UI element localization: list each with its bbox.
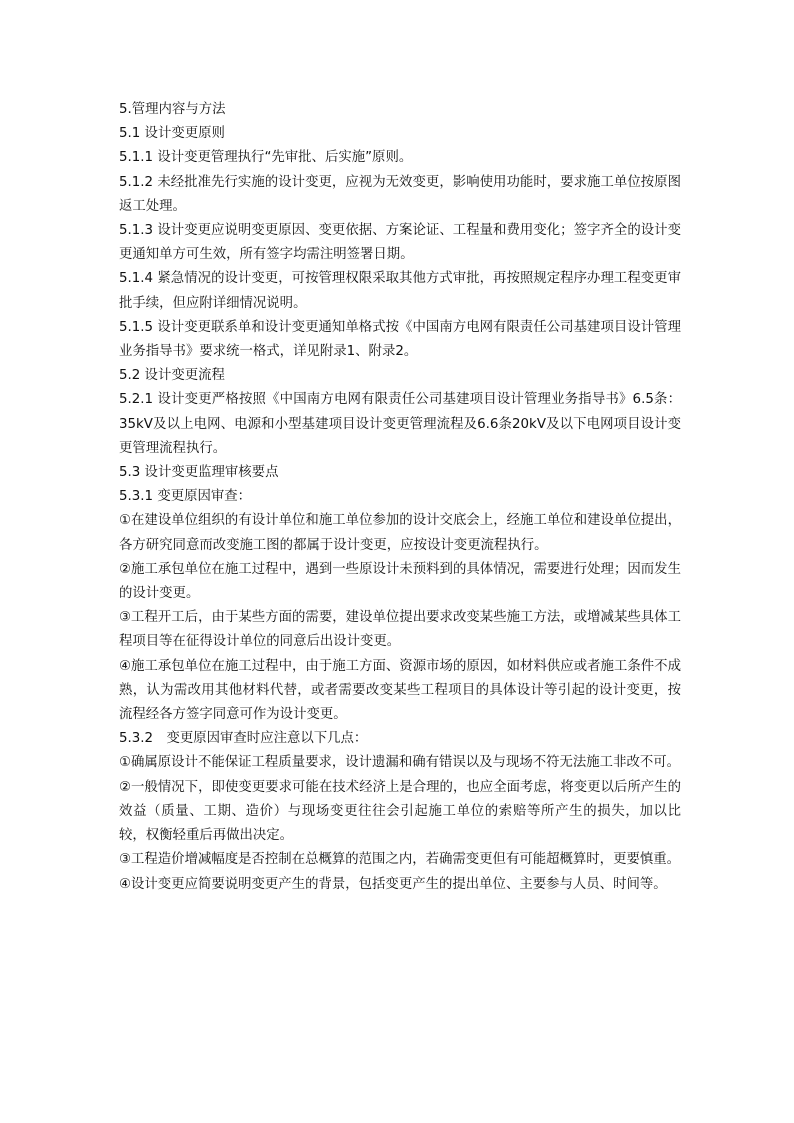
clause-text: 5.1.4 紧急情况的设计变更，可按管理权限采取其他方式审批，再按照规定程序办理工程变更审批手续，但应附详细情况说明。 (119, 271, 681, 311)
list-item: ②施工承包单位在施工过程中，遇到一些原设计未预料到的具体情况，需要进行处理；因而发生的设计变更。 (119, 561, 681, 602)
section-heading: 5.管理内容与方法 (119, 102, 226, 117)
subsection-heading: 5.1 设计变更原则 (119, 126, 225, 142)
clause-text: 5.3.2 变更原因审查时应注意以下几点： (119, 731, 368, 747)
list-item: ①确属原设计不能保证工程质量要求，设计遗漏和确有错误以及与现场不符无法施工非改不可。 (119, 755, 681, 771)
clause-text: 5.1.2 未经批准先行实施的设计变更，应视为无效变更，影响使用功能时，要求施工单位按原图返工处理。 (119, 174, 681, 214)
list-item: ④设计变更应简要说明变更产生的背景，包括变更产生的提出单位、主要参与人员、时间等。 (119, 876, 667, 892)
list-item: ③工程造价增减幅度是否控制在总概算的范围之内，若确需变更但有可能超概算时，更要慎重。 (119, 852, 681, 868)
document-body (119, 98, 681, 897)
clause-text: 5.2.1 设计变更严格按照《中国南方电网有限责任公司基建项目设计管理业务指导书》6.5条：35kV及以上电网、电源和小型基建项目设计变更管理流程及6.6条20kV及以下电网项目设计变更管理流程执行。 (119, 392, 681, 456)
list-item: ①在建设单位组织的有设计单位和施工单位参加的设计交底会上，经施工单位和建设单位提出，各方研究同意而改变施工图的都属于设计变更，应按设计变更流程执行。 (119, 513, 681, 553)
list-item: ③工程开工后，由于某些方面的需要，建设单位提出要求改变某些施工方法，或增减某些具体工程项目等在征得设计单位的同意后出设计变更。 (119, 610, 681, 650)
clause-text: 5.1.3 设计变更应说明变更原因、变更依据、方案论证、工程量和费用变化；签字齐全的设计变更通知单方可生效，所有签字均需注明签署日期。 (119, 223, 681, 263)
list-item: ④施工承包单位在施工过程中，由于施工方面、资源市场的原因，如材料供应或者施工条件不成熟，认为需改用其他材料代替，或者需要改变某些工程项目的具体设计等引起的设计变更，按流程经各方签字同意可作为设计变更。 (119, 658, 681, 723)
subsection-heading: 5.3 设计变更监理审核要点 (119, 465, 279, 481)
clause-text: 5.3.1 变更原因审查： (119, 489, 252, 505)
clause-text: 5.1.5 设计变更联系单和设计变更通知单格式按《中国南方电网有限责任公司基建项目设计管理业务指导书》要求统一格式，详见附录1、附录2。 (119, 319, 681, 360)
subsection-heading: 5.2 设计变更流程 (119, 368, 225, 384)
list-item: ②一般情况下，即使变更要求可能在技术经济上是合理的，也应全面考虑，将变更以后所产生的效益（质量、工期、造价）与现场变更往往会引起施工单位的索赔等所产生的损失，加以比较，权衡轻重后再做出决定。 (119, 779, 681, 844)
clause-text: 5.1.1 设计变更管理执行“先审批、后实施”原则。 (119, 150, 413, 166)
